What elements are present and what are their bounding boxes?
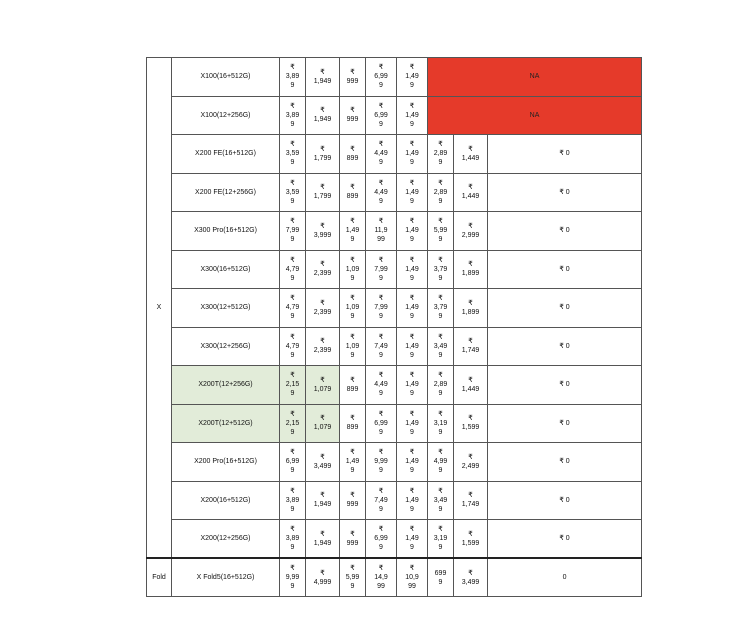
price-cell: ₹ 3,89 9 — [280, 481, 306, 520]
price-cell: ₹ 7,49 9 — [366, 327, 397, 366]
table-row — [147, 135, 642, 174]
price-cell: ₹ 1,09 9 — [340, 327, 366, 366]
model-cell: X200 FE(16+512G) — [172, 135, 280, 174]
zero-cell: ₹ 0 — [488, 443, 642, 482]
table-row — [147, 212, 642, 251]
table-row — [147, 366, 642, 405]
model-cell: X200T(12+512G) — [172, 404, 280, 443]
price-cell: ₹ 9,99 9 — [366, 443, 397, 482]
model-cell: X Fold5(16+512G) — [172, 558, 280, 597]
price-cell: ₹ 1,49 9 — [397, 481, 428, 520]
price-cell: ₹ 2,399 — [306, 289, 340, 328]
price-cell: ₹ 1,49 9 — [397, 212, 428, 251]
model-cell: X100(12+256G) — [172, 96, 280, 135]
price-cell: ₹ 899 — [340, 366, 366, 405]
na-cell: NA — [428, 96, 642, 135]
price-cell: ₹ 1,449 — [454, 366, 488, 405]
model-cell: X200 FE(12+256G) — [172, 173, 280, 212]
price-cell: ₹ 1,49 9 — [340, 443, 366, 482]
price-cell: ₹ 9,99 9 — [280, 558, 306, 597]
table-row — [147, 443, 642, 482]
table-row — [147, 327, 642, 366]
price-cell: ₹ 1,749 — [454, 481, 488, 520]
price-cell: ₹ 999 — [340, 481, 366, 520]
price-cell: ₹ 1,49 9 — [397, 327, 428, 366]
price-table — [146, 57, 642, 597]
price-cell: ₹ 4,999 — [306, 558, 340, 597]
price-cell: ₹ 4,99 9 — [428, 443, 454, 482]
price-cell: ₹ 899 — [340, 173, 366, 212]
model-cell: X200 Pro(16+512G) — [172, 443, 280, 482]
table-row — [147, 96, 642, 135]
table-row — [147, 404, 642, 443]
model-cell: X300 Pro(16+512G) — [172, 212, 280, 251]
price-cell: ₹ 6,99 9 — [366, 96, 397, 135]
price-cell: ₹ 1,49 9 — [397, 135, 428, 174]
price-cell: ₹ 1,799 — [306, 173, 340, 212]
price-cell: ₹ 5,99 9 — [428, 212, 454, 251]
table-row — [147, 558, 642, 597]
price-cell: ₹ 1,09 9 — [340, 250, 366, 289]
price-cell: ₹ 4,49 9 — [366, 135, 397, 174]
price-cell: ₹ 1,899 — [454, 250, 488, 289]
model-cell: X200T(12+256G) — [172, 366, 280, 405]
price-cell: ₹ 6,99 9 — [280, 443, 306, 482]
table-row — [147, 58, 642, 97]
price-cell: ₹ 1,949 — [306, 481, 340, 520]
price-cell: ₹ 4,49 9 — [366, 366, 397, 405]
model-cell: X300(12+512G) — [172, 289, 280, 328]
price-cell: ₹ 1,09 9 — [340, 289, 366, 328]
zero-cell: ₹ 0 — [488, 289, 642, 328]
model-cell: X300(12+256G) — [172, 327, 280, 366]
price-cell: ₹ 2,399 — [306, 327, 340, 366]
price-cell: ₹ 3,59 9 — [280, 135, 306, 174]
price-cell: ₹ 1,599 — [454, 520, 488, 559]
price-cell: ₹ 4,79 9 — [280, 327, 306, 366]
price-cell: ₹ 4,79 9 — [280, 250, 306, 289]
table-row — [147, 173, 642, 212]
model-cell: X200(12+256G) — [172, 520, 280, 559]
price-cell: ₹ 1,49 9 — [397, 250, 428, 289]
price-cell: ₹ 899 — [340, 135, 366, 174]
price-cell: ₹ 7,99 9 — [280, 212, 306, 251]
price-cell: ₹ 6,99 9 — [366, 404, 397, 443]
price-cell: ₹ 1,899 — [454, 289, 488, 328]
price-cell: ₹ 1,49 9 — [340, 212, 366, 251]
price-cell: ₹ 3,49 9 — [428, 327, 454, 366]
table-row — [147, 481, 642, 520]
series-label: Fold — [147, 558, 172, 597]
price-cell: ₹ 14,9 99 — [366, 558, 397, 597]
price-cell: ₹ 1,49 9 — [397, 96, 428, 135]
price-cell: ₹ 4,79 9 — [280, 289, 306, 328]
price-cell: ₹ 3,499 — [454, 558, 488, 597]
table-row — [147, 520, 642, 559]
zero-cell: ₹ 0 — [488, 404, 642, 443]
price-cell: 699 9 — [428, 558, 454, 597]
price-cell: ₹ 3,59 9 — [280, 173, 306, 212]
price-cell: ₹ 1,079 — [306, 404, 340, 443]
series-label: X — [147, 58, 172, 559]
table-row — [147, 289, 642, 328]
price-cell: ₹ 7,99 9 — [366, 289, 397, 328]
price-cell: ₹ 3,79 9 — [428, 250, 454, 289]
zero-cell: ₹ 0 — [488, 173, 642, 212]
price-cell: ₹ 10,9 99 — [397, 558, 428, 597]
zero-cell: ₹ 0 — [488, 520, 642, 559]
price-cell: ₹ 1,49 9 — [397, 366, 428, 405]
price-cell: ₹ 1,599 — [454, 404, 488, 443]
price-cell: ₹ 1,49 9 — [397, 520, 428, 559]
price-cell: ₹ 1,49 9 — [397, 173, 428, 212]
price-cell: ₹ 3,49 9 — [428, 481, 454, 520]
model-cell: X200(16+512G) — [172, 481, 280, 520]
price-cell: ₹ 999 — [340, 58, 366, 97]
price-cell: ₹ 6,99 9 — [366, 520, 397, 559]
price-cell: ₹ 2,89 9 — [428, 366, 454, 405]
price-cell: ₹ 3,499 — [306, 443, 340, 482]
zero-cell: ₹ 0 — [488, 481, 642, 520]
price-cell: ₹ 1,449 — [454, 135, 488, 174]
price-cell: ₹ 3,79 9 — [428, 289, 454, 328]
price-cell: ₹ 3,999 — [306, 212, 340, 251]
na-cell: NA — [428, 58, 642, 97]
price-cell: ₹ 7,49 9 — [366, 481, 397, 520]
price-cell: ₹ 1,49 9 — [397, 404, 428, 443]
price-cell: ₹ 2,89 9 — [428, 173, 454, 212]
price-cell: ₹ 3,89 9 — [280, 58, 306, 97]
price-cell: ₹ 1,749 — [454, 327, 488, 366]
price-cell: ₹ 2,499 — [454, 443, 488, 482]
price-cell: ₹ 1,949 — [306, 96, 340, 135]
price-cell: ₹ 2,89 9 — [428, 135, 454, 174]
price-cell: ₹ 1,449 — [454, 173, 488, 212]
price-cell: ₹ 1,49 9 — [397, 289, 428, 328]
zero-cell: ₹ 0 — [488, 327, 642, 366]
price-cell: ₹ 899 — [340, 404, 366, 443]
model-cell: X300(16+512G) — [172, 250, 280, 289]
price-cell: ₹ 1,949 — [306, 58, 340, 97]
price-cell: ₹ 2,15 9 — [280, 366, 306, 405]
price-cell: ₹ 2,15 9 — [280, 404, 306, 443]
price-cell: ₹ 2,399 — [306, 250, 340, 289]
price-cell: ₹ 4,49 9 — [366, 173, 397, 212]
table-row — [147, 250, 642, 289]
price-cell: ₹ 3,19 9 — [428, 404, 454, 443]
price-cell: ₹ 3,89 9 — [280, 96, 306, 135]
zero-cell: ₹ 0 — [488, 135, 642, 174]
zero-cell: 0 — [488, 558, 642, 597]
price-cell: ₹ 3,19 9 — [428, 520, 454, 559]
price-cell: ₹ 1,949 — [306, 520, 340, 559]
price-cell: ₹ 1,079 — [306, 366, 340, 405]
zero-cell: ₹ 0 — [488, 250, 642, 289]
price-cell: ₹ 2,999 — [454, 212, 488, 251]
price-cell: ₹ 5,99 9 — [340, 558, 366, 597]
price-cell: ₹ 1,799 — [306, 135, 340, 174]
price-cell: ₹ 999 — [340, 96, 366, 135]
price-cell: ₹ 3,89 9 — [280, 520, 306, 559]
price-cell: ₹ 1,49 9 — [397, 58, 428, 97]
price-cell: ₹ 6,99 9 — [366, 58, 397, 97]
price-cell: ₹ 999 — [340, 520, 366, 559]
price-cell: ₹ 1,49 9 — [397, 443, 428, 482]
zero-cell: ₹ 0 — [488, 366, 642, 405]
model-cell: X100(16+512G) — [172, 58, 280, 97]
zero-cell: ₹ 0 — [488, 212, 642, 251]
price-cell: ₹ 11,9 99 — [366, 212, 397, 251]
price-cell: ₹ 7,99 9 — [366, 250, 397, 289]
